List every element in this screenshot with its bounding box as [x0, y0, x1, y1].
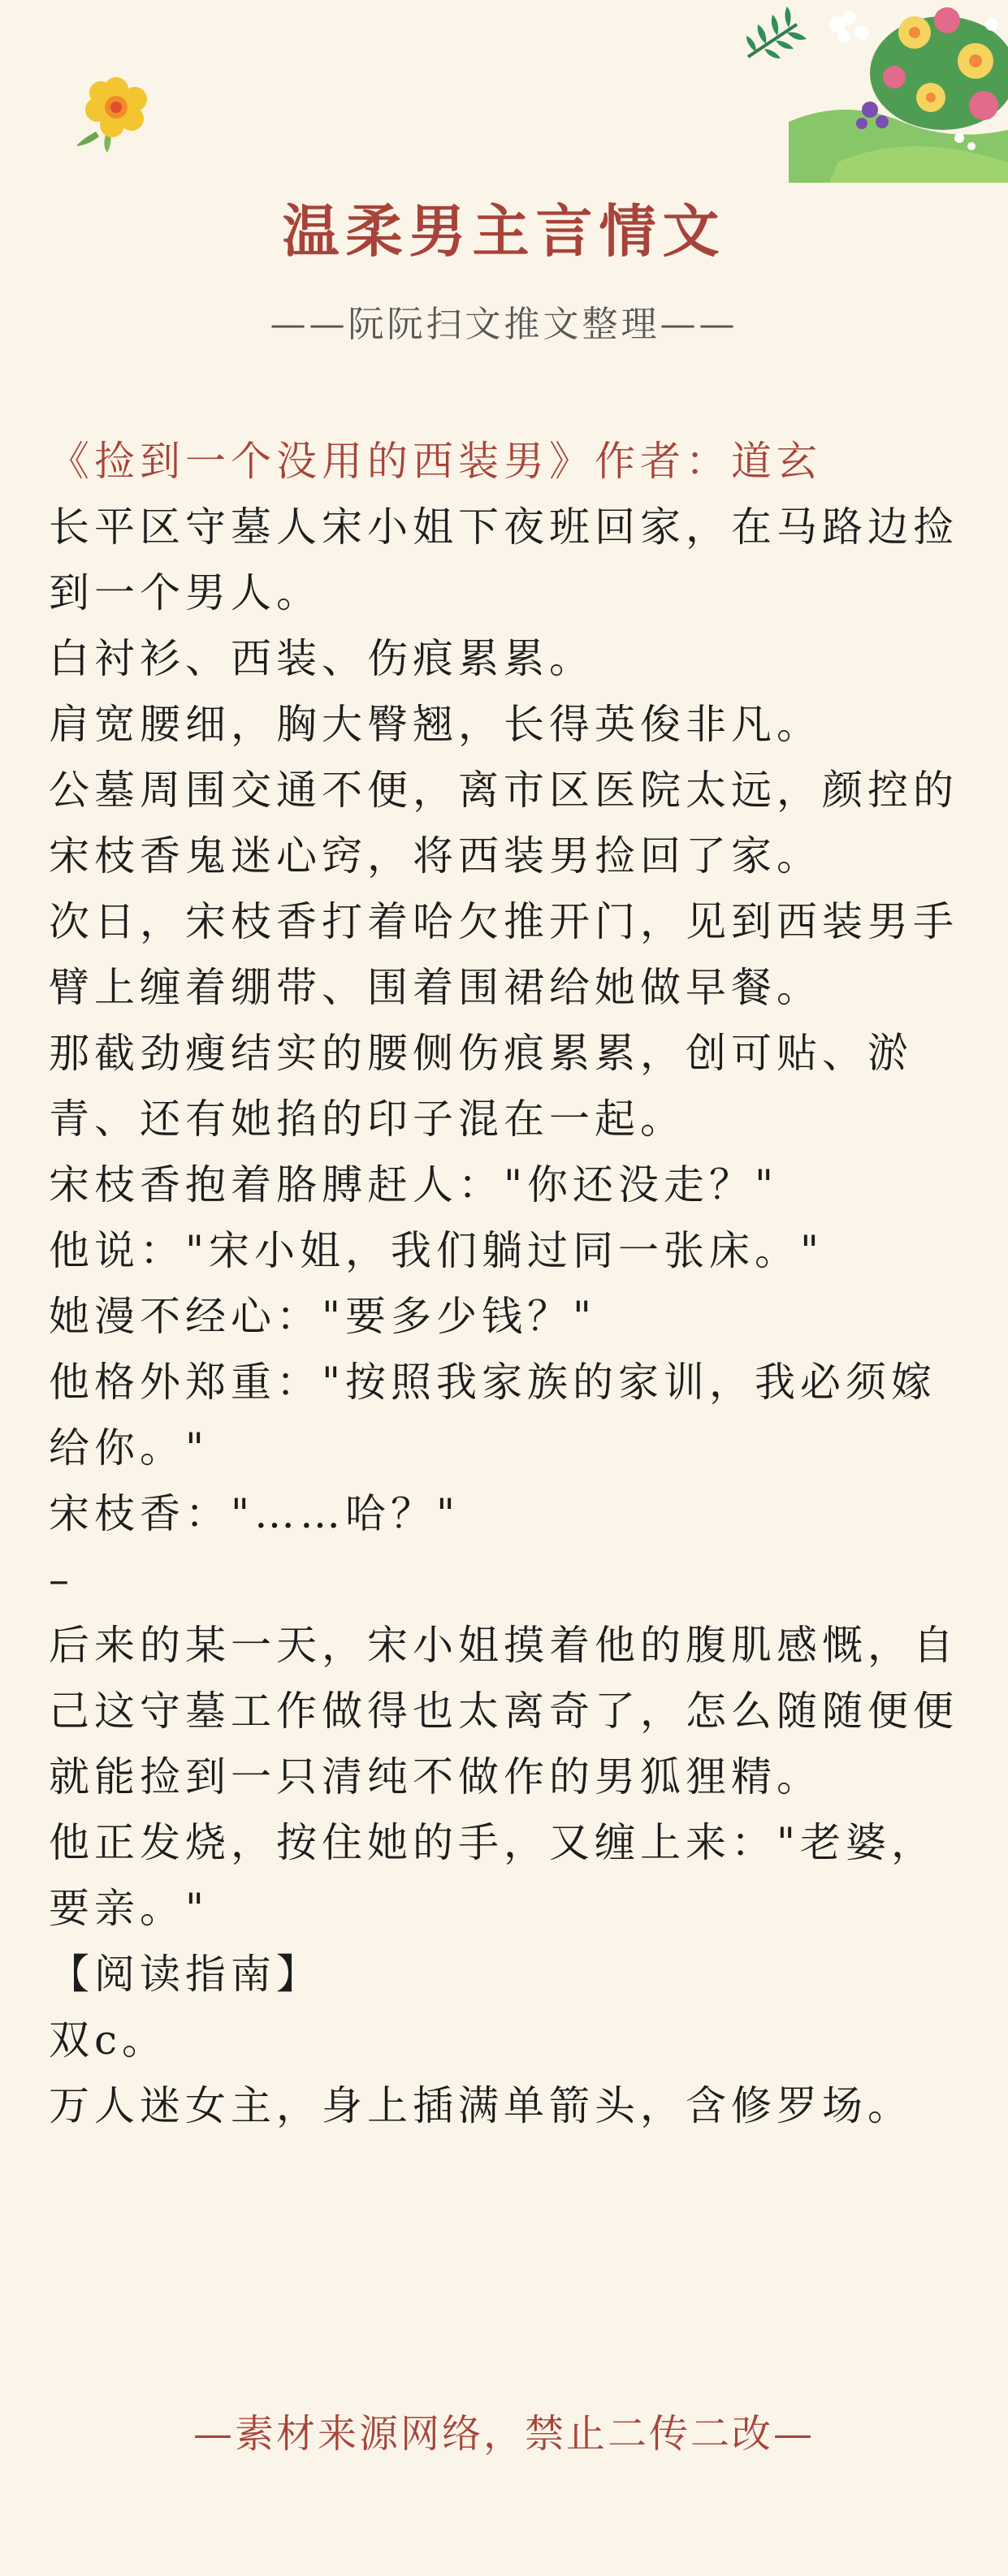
text-line: 双c。: [49, 2016, 168, 2064]
text-line: 次日，宋枝香打着哈欠推开门，见到西装男手臂上缠着绷带、围着围裙给她做早餐。: [49, 898, 958, 1011]
section-divider: –: [49, 1556, 74, 1603]
page-title: 温柔男主言情文: [282, 197, 726, 265]
text-line: 肩宽腰细，胸大臀翘，长得英俊非凡。: [49, 701, 822, 748]
text-line: 宋枝香抱着胳膊赶人："你还没走？": [49, 1161, 778, 1208]
text-line: 长平区守墓人宋小姐下夜班回家，在马路边捡到一个男人。: [49, 504, 958, 616]
sunflower-icon: [71, 65, 161, 154]
page-subtitle: ——阮阮扫文推文整理——: [270, 304, 738, 345]
book-title-line: 《捡到一个没用的西装男》作者：道玄: [49, 438, 822, 485]
text-line: 公墓周围交通不便，离市区医院太远，颜控的宋枝香鬼迷心窍，将西装男捡回了家。: [49, 767, 958, 880]
text-line: 他正发烧，按住她的手，又缠上来："老婆，要亲。": [49, 1819, 937, 1932]
floral-bouquet-icon: [740, 0, 1008, 183]
text-line: 白衬衫、西装、伤痕累累。: [49, 635, 595, 682]
text-line: 万人迷女主，身上插满单箭头，含修罗场。: [49, 2082, 913, 2129]
text-line: 她漫不经心："要多少钱？": [49, 1293, 596, 1340]
book-description: [49, 429, 963, 2139]
text-line: 宋枝香："……哈？": [49, 1490, 460, 1537]
text-line: 他说："宋小姐，我们躺过同一张床。": [49, 1227, 824, 1274]
reading-guide-heading: 【阅读指南】: [49, 1951, 322, 1998]
text-line: 他格外郑重："按照我家族的家训，我必须嫁给你。": [49, 1359, 937, 1472]
text-line: 后来的某一天，宋小姐摸着他的腹肌感慨，自己这守墓工作做得也太离奇了，怎么随随便便就能捡到一只清纯不做作的男狐狸精。: [49, 1622, 958, 1800]
source-note: —素材来源网络，禁止二传二改—: [193, 2411, 815, 2457]
text-line: 那截劲瘦结实的腰侧伤痕累累，创可贴、淤青、还有她掐的印子混在一起。: [49, 1030, 913, 1143]
